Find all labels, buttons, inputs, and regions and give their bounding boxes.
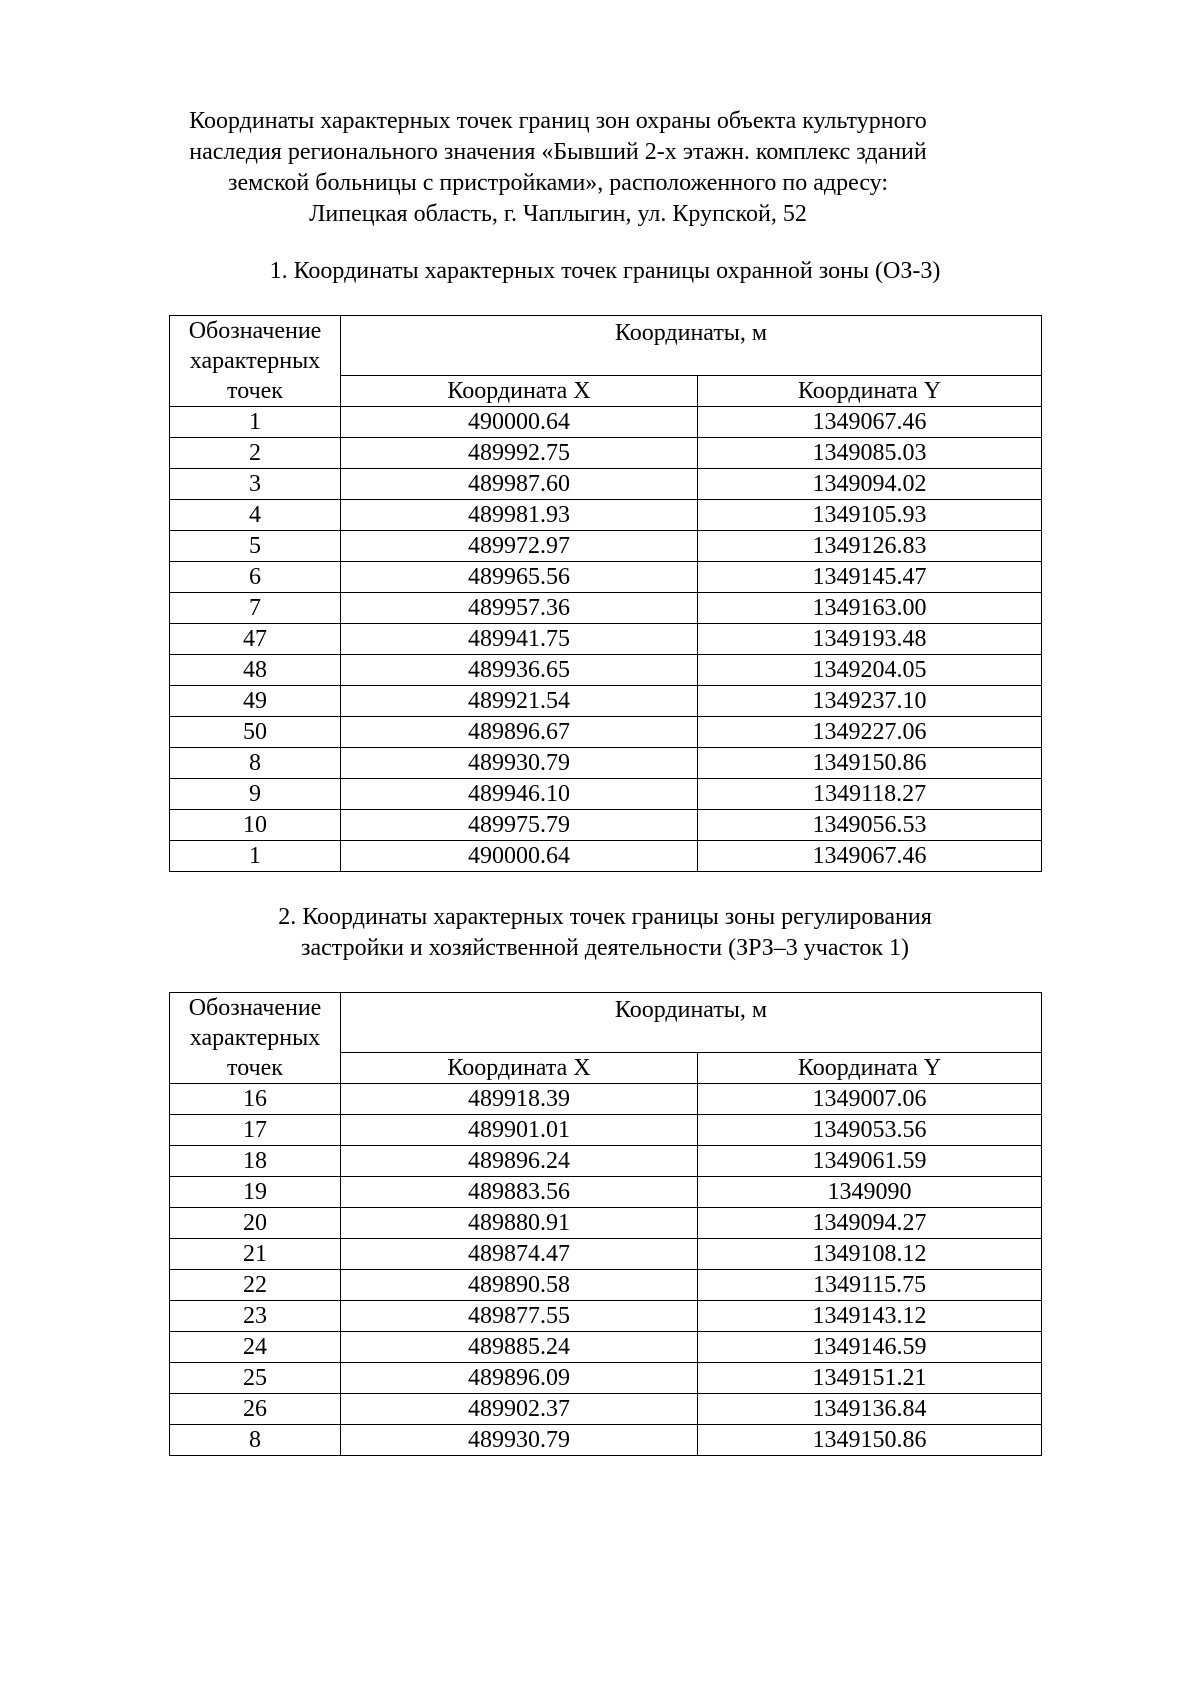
y-coordinate-cell: 1349237.10 [698,686,1042,717]
y-coordinate-cell: 1349090 [698,1177,1042,1208]
point-cell: 22 [170,1270,341,1301]
y-coordinate-cell: 1349094.27 [698,1208,1042,1239]
table-row [170,438,1042,469]
section-title-line: 1. Координаты характерных точек границы охранной зоны (ОЗ-3) [269,258,941,284]
point-cell: 18 [170,1146,341,1177]
y-coordinate-cell: 1349053.56 [698,1115,1042,1146]
point-cell: 26 [170,1394,341,1425]
table-row [170,686,1042,717]
x-coordinate-cell: 489896.09 [341,1363,698,1394]
x-coordinate-cell: 489941.75 [341,624,698,655]
section-1-title [170,256,1040,287]
table-row [170,1425,1042,1456]
document-title-line: наследия регионального значения «Бывший 2-х этажн. комплекс зданий [189,139,927,165]
y-coordinate-cell: 1349227.06 [698,717,1042,748]
point-cell: 8 [170,748,341,779]
x-coordinate-cell: 489896.67 [341,717,698,748]
x-coordinate-cell: 489975.79 [341,810,698,841]
y-coordinate-cell: 1349115.75 [698,1270,1042,1301]
table-row [170,1270,1042,1301]
table-row [170,500,1042,531]
point-cell: 19 [170,1177,341,1208]
y-coordinate-cell: 1349061.59 [698,1146,1042,1177]
y-coordinate-cell: 1349085.03 [698,438,1042,469]
table-row [170,841,1042,872]
table-row [170,1115,1042,1146]
x-coordinate-cell: 489896.24 [341,1146,698,1177]
table-row [170,593,1042,624]
table-row [170,1084,1042,1115]
point-cell: 16 [170,1084,341,1115]
point-cell: 3 [170,469,341,500]
y-coordinate-cell: 1349067.46 [698,407,1042,438]
point-cell: 25 [170,1363,341,1394]
table-row [170,1239,1042,1270]
point-cell: 6 [170,562,341,593]
x-coordinate-cell: 489946.10 [341,779,698,810]
x-coordinate-cell: 489992.75 [341,438,698,469]
x-coordinate-cell: 489972.97 [341,531,698,562]
table-row [170,748,1042,779]
document-title [150,106,966,230]
point-cell: 10 [170,810,341,841]
point-cell: 47 [170,624,341,655]
y-coordinate-cell: 1349143.12 [698,1301,1042,1332]
x-column-header: Координата X [341,1052,698,1083]
x-coordinate-cell: 489902.37 [341,1394,698,1425]
table-row [170,1332,1042,1363]
table-row [170,1146,1042,1177]
x-coordinate-cell: 489930.79 [341,748,698,779]
x-column-header: Координата X [341,375,698,406]
table-row [170,717,1042,748]
x-coordinate-cell: 489885.24 [341,1332,698,1363]
x-coordinate-cell: 489981.93 [341,500,698,531]
table-row [170,469,1042,500]
y-coordinate-cell: 1349007.06 [698,1084,1042,1115]
table-row [170,779,1042,810]
x-coordinate-cell: 489987.60 [341,469,698,500]
y-coordinate-cell: 1349094.02 [698,469,1042,500]
section-title-line: 2. Координаты характерных точек границы зоны регулирования [278,904,932,930]
coordinates-group-header: Координаты, м [341,993,1042,1053]
point-cell: 48 [170,655,341,686]
table-row [170,531,1042,562]
table-row [170,655,1042,686]
coordinates-table-zrz3 [169,992,1042,1456]
y-column-header: Координата Y [698,375,1042,406]
point-cell: 2 [170,438,341,469]
x-coordinate-cell: 489874.47 [341,1239,698,1270]
point-column-header: Обозначение характерных точек [170,993,341,1084]
y-coordinate-cell: 1349108.12 [698,1239,1042,1270]
document-title-line: земской больницы с пристройками», расположенного по адресу: [227,170,889,196]
point-cell: 49 [170,686,341,717]
coordinates-table-oz3 [169,315,1042,872]
table-row [170,1394,1042,1425]
table-row [170,1363,1042,1394]
point-cell: 50 [170,717,341,748]
point-column-header: Обозначение характерных точек [170,316,341,407]
table-row [170,407,1042,438]
table-row [170,624,1042,655]
table-row [170,562,1042,593]
point-cell: 1 [170,841,341,872]
point-cell: 20 [170,1208,341,1239]
y-coordinate-cell: 1349126.83 [698,531,1042,562]
y-coordinate-cell: 1349146.59 [698,1332,1042,1363]
point-cell: 1 [170,407,341,438]
point-cell: 21 [170,1239,341,1270]
y-coordinate-cell: 1349136.84 [698,1394,1042,1425]
point-cell: 5 [170,531,341,562]
y-coordinate-cell: 1349056.53 [698,810,1042,841]
point-cell: 17 [170,1115,341,1146]
coordinates-group-header: Координаты, м [341,316,1042,376]
point-cell: 23 [170,1301,341,1332]
y-coordinate-cell: 1349105.93 [698,500,1042,531]
x-coordinate-cell: 489890.58 [341,1270,698,1301]
x-coordinate-cell: 489880.91 [341,1208,698,1239]
table-row [170,1177,1042,1208]
x-coordinate-cell: 489930.79 [341,1425,698,1456]
y-column-header: Координата Y [698,1052,1042,1083]
point-cell: 4 [170,500,341,531]
table-row [170,1301,1042,1332]
y-coordinate-cell: 1349151.21 [698,1363,1042,1394]
x-coordinate-cell: 489965.56 [341,562,698,593]
y-coordinate-cell: 1349163.00 [698,593,1042,624]
point-cell: 24 [170,1332,341,1363]
y-coordinate-cell: 1349145.47 [698,562,1042,593]
x-coordinate-cell: 489877.55 [341,1301,698,1332]
x-coordinate-cell: 489901.01 [341,1115,698,1146]
document-title-line: Липецкая область, г. Чаплыгин, ул. Крупской, 52 [309,201,807,227]
point-cell: 9 [170,779,341,810]
x-coordinate-cell: 490000.64 [341,841,698,872]
x-coordinate-cell: 489918.39 [341,1084,698,1115]
y-coordinate-cell: 1349067.46 [698,841,1042,872]
x-coordinate-cell: 489883.56 [341,1177,698,1208]
section-2-title [170,902,1040,964]
y-coordinate-cell: 1349150.86 [698,1425,1042,1456]
section-title-line: застройки и хозяйственной деятельности (ЗРЗ–3 участок 1) [301,935,909,961]
point-cell: 8 [170,1425,341,1456]
table-row [170,810,1042,841]
y-coordinate-cell: 1349193.48 [698,624,1042,655]
x-coordinate-cell: 489957.36 [341,593,698,624]
y-coordinate-cell: 1349204.05 [698,655,1042,686]
y-coordinate-cell: 1349118.27 [698,779,1042,810]
x-coordinate-cell: 489936.65 [341,655,698,686]
table-row [170,1208,1042,1239]
x-coordinate-cell: 490000.64 [341,407,698,438]
y-coordinate-cell: 1349150.86 [698,748,1042,779]
document-title-line: Координаты характерных точек границ зон охраны объекта культурного [189,108,927,134]
point-cell: 7 [170,593,341,624]
x-coordinate-cell: 489921.54 [341,686,698,717]
